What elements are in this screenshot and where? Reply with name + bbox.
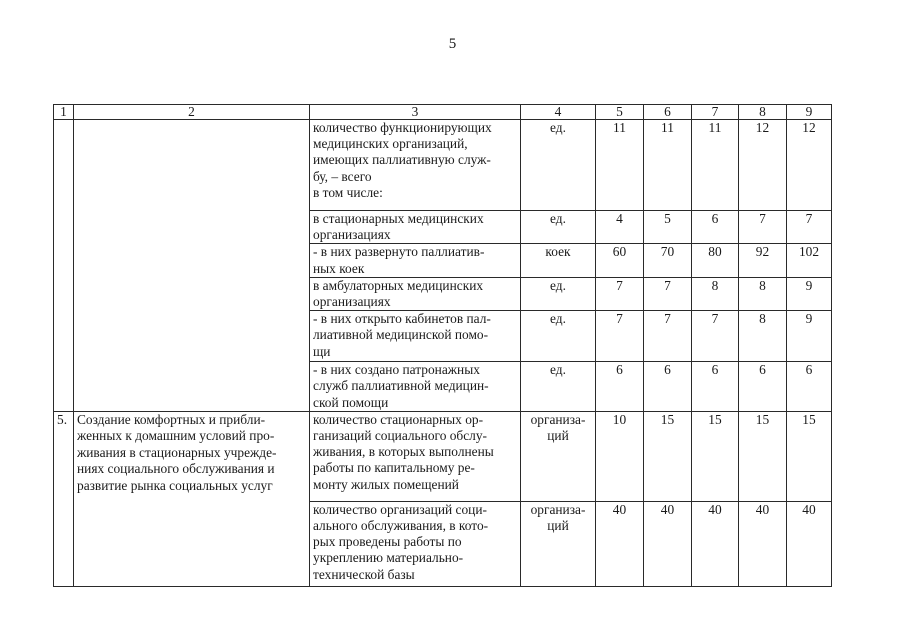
value-cell: 15 [787, 411, 832, 501]
value-cell: 92 [739, 244, 787, 277]
value-cell: 5 [644, 211, 692, 244]
value-cell: 40 [596, 501, 644, 586]
value-cell: 11 [596, 120, 644, 211]
value-cell: 60 [596, 244, 644, 277]
value-cell: 7 [739, 211, 787, 244]
header-cell: 2 [74, 105, 310, 120]
item-index: 5. [54, 411, 74, 586]
value-cell: 10 [596, 411, 644, 501]
value-cell: 15 [739, 411, 787, 501]
value-cell: 6 [692, 362, 739, 412]
value-cell: 15 [692, 411, 739, 501]
indicator-cell: в амбулаторных медицинских организациях [310, 277, 521, 310]
value-cell: 40 [739, 501, 787, 586]
value-cell: 8 [739, 311, 787, 362]
unit-cell: ед. [521, 211, 596, 244]
item-name: Создание комфортных и прибли- женных к домашним условий про- живания в стационарных учрежде- ниях социального обслуживания и развитие рынка социальных услуг [74, 411, 310, 586]
value-cell: 8 [692, 277, 739, 310]
indicator-cell: количество организаций соци- ального обслуживания, в кото- рых проведены работы по укреплению материально- технической базы [310, 501, 521, 586]
value-cell: 15 [644, 411, 692, 501]
name-cell [74, 120, 310, 412]
value-cell: 70 [644, 244, 692, 277]
indicator-cell: количество стационарных ор- ганизаций социального обслу- живания, в которых выполнены работы по капитальному ре- монту жилых помещений [310, 411, 521, 501]
value-cell: 8 [739, 277, 787, 310]
value-cell: 40 [787, 501, 832, 586]
header-cell: 8 [739, 105, 787, 120]
value-cell: 7 [692, 311, 739, 362]
unit-cell: ед. [521, 311, 596, 362]
value-cell: 6 [596, 362, 644, 412]
value-cell: 12 [787, 120, 832, 211]
indicator-cell: в стационарных медицинских организациях [310, 211, 521, 244]
header-cell: 4 [521, 105, 596, 120]
value-cell: 9 [787, 311, 832, 362]
indicator-cell: - в них развернуто паллиатив- ных коек [310, 244, 521, 277]
value-cell: 7 [644, 277, 692, 310]
value-cell: 6 [787, 362, 832, 412]
page-number: 5 [448, 36, 457, 52]
unit-cell: ед. [521, 120, 596, 211]
value-cell: 4 [596, 211, 644, 244]
header-cell: 1 [54, 105, 74, 120]
header-cell: 9 [787, 105, 832, 120]
value-cell: 12 [739, 120, 787, 211]
unit-cell: организа- ций [521, 411, 596, 501]
value-cell: 11 [644, 120, 692, 211]
value-cell: 7 [596, 277, 644, 310]
value-cell: 6 [692, 211, 739, 244]
table-row [54, 120, 832, 211]
value-cell: 6 [644, 362, 692, 412]
header-cell: 7 [692, 105, 739, 120]
index-cell [54, 120, 74, 412]
value-cell: 7 [644, 311, 692, 362]
indicator-cell: - в них создано патронажных служб паллиативной медицин- ской помощи [310, 362, 521, 412]
unit-cell: ед. [521, 277, 596, 310]
value-cell: 102 [787, 244, 832, 277]
value-cell: 40 [692, 501, 739, 586]
indicators-table [53, 104, 832, 587]
indicator-cell: - в них открыто кабинетов пал- лиативной медицинской помо- щи [310, 311, 521, 362]
table-row [54, 411, 832, 501]
value-cell: 7 [596, 311, 644, 362]
unit-cell: организа- ций [521, 501, 596, 586]
unit-cell: ед. [521, 362, 596, 412]
value-cell: 40 [644, 501, 692, 586]
value-cell: 6 [739, 362, 787, 412]
header-cell: 5 [596, 105, 644, 120]
unit-cell: коек [521, 244, 596, 277]
value-cell: 80 [692, 244, 739, 277]
value-cell: 9 [787, 277, 832, 310]
indicator-cell: количество функционирующих медицинских организаций, имеющих паллиативную служ- бу, – всего в том числе: [310, 120, 521, 211]
header-cell: 3 [310, 105, 521, 120]
value-cell: 7 [787, 211, 832, 244]
header-row [54, 105, 832, 120]
header-cell: 6 [644, 105, 692, 120]
value-cell: 11 [692, 120, 739, 211]
